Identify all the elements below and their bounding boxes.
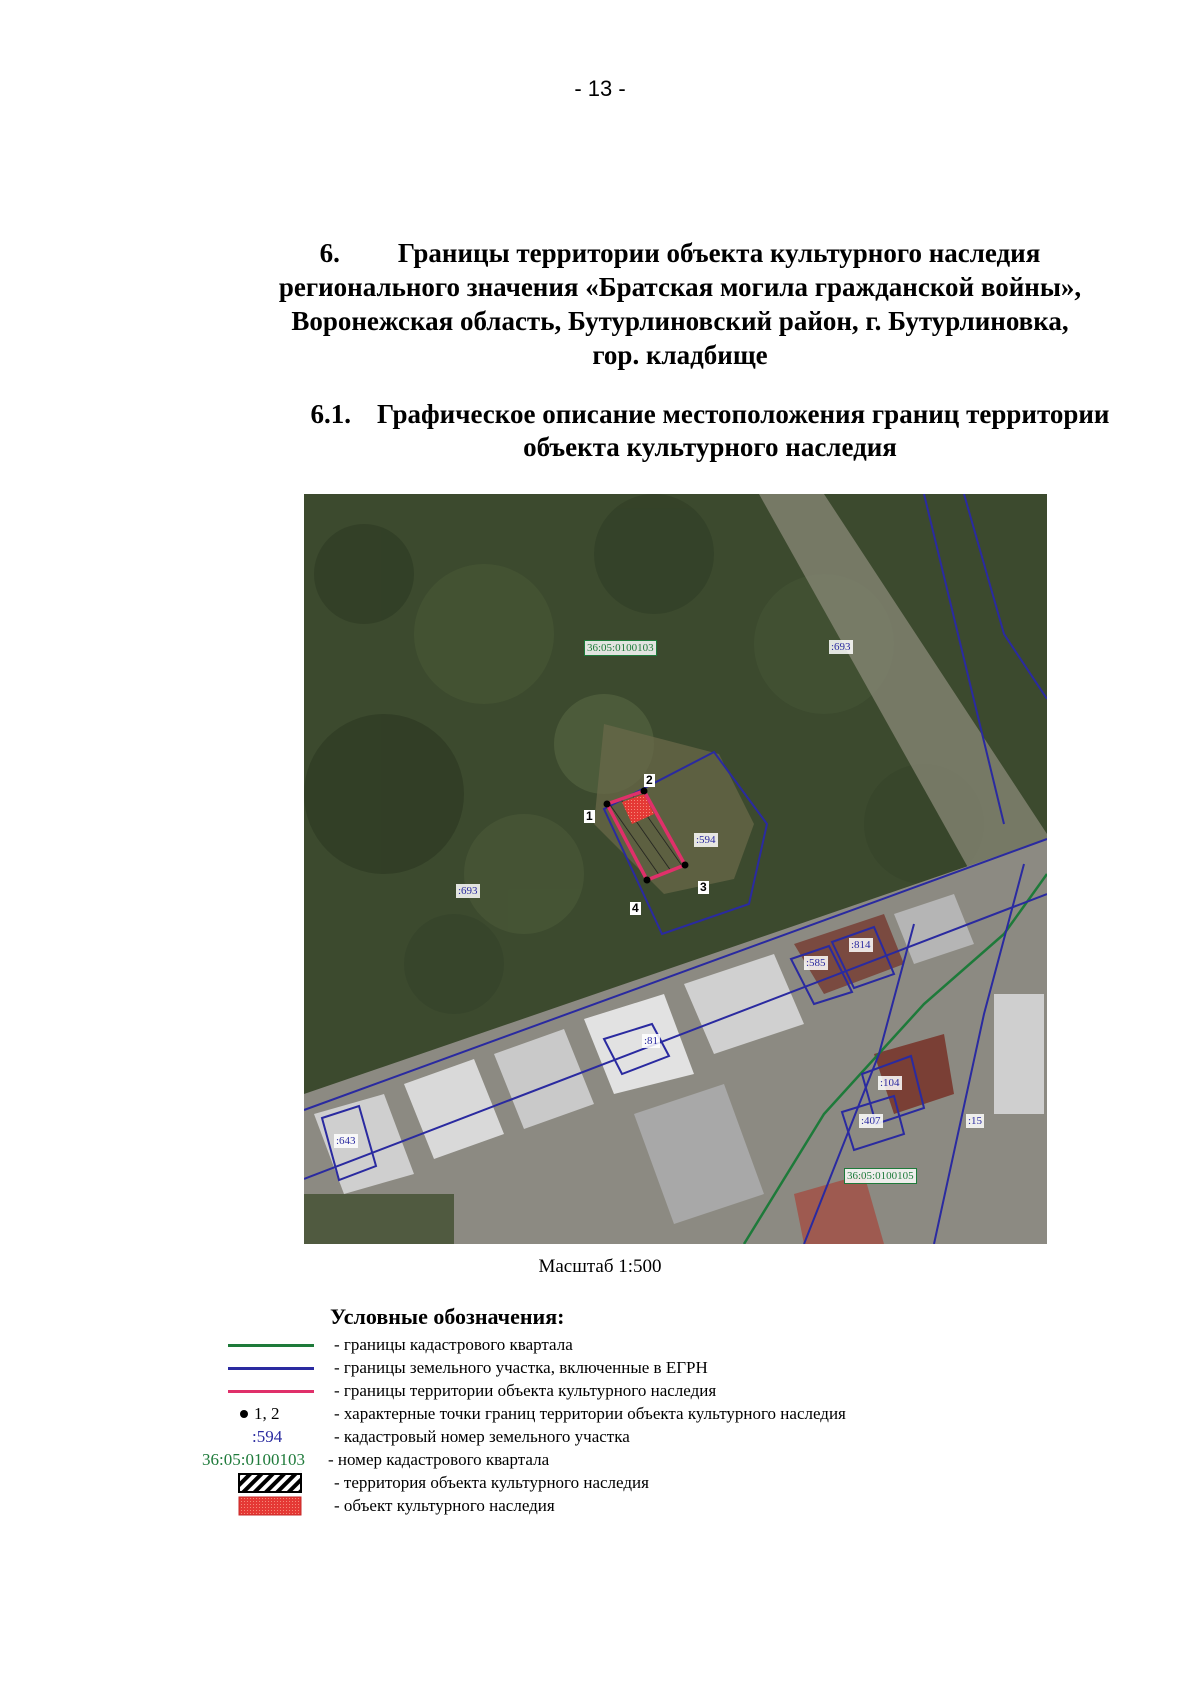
parcel-label: :693 (458, 885, 478, 897)
parcel-label: :104 (880, 1077, 900, 1089)
boundary-point-2 (641, 788, 648, 795)
legend-row (200, 1403, 1100, 1425)
boundary-point-4 (644, 877, 651, 884)
legend-text: - номер кадастрового квартала (328, 1450, 550, 1469)
subtitle-line-2: объекта культурного наследия (523, 432, 897, 462)
subtitle-line-1: Графическое описание местоположения границ территории (377, 399, 1110, 429)
point-label: 1 (586, 809, 593, 823)
parcel-label: :693 (831, 641, 851, 653)
point-label: 3 (700, 880, 707, 894)
legend-text: - границы кадастрового квартала (334, 1335, 573, 1354)
cadastral-map (304, 494, 1047, 1244)
subsection-number: 6.1. (310, 399, 351, 429)
map-graphics (304, 494, 1047, 1244)
legend-row (200, 1472, 1100, 1494)
parcel-label: :15 (968, 1115, 983, 1127)
legend-text: - характерные точки границ территории объекта культурного наследия (334, 1404, 846, 1423)
legend-text: - границы земельного участка, включенные в ЕГРН (334, 1358, 708, 1377)
legend-row (200, 1357, 1100, 1379)
point-label: 2 (646, 773, 653, 787)
hatch-symbol (238, 1472, 302, 1494)
legend-text: - границы территории объекта культурного наследия (334, 1381, 717, 1400)
quarter-label: 36:05:0100103 (584, 640, 657, 656)
quarter-line-symbol (228, 1344, 314, 1347)
boundary-point-3 (682, 862, 689, 869)
quarter-number-symbol: 36:05:0100103 (202, 1450, 305, 1469)
parcel-line-symbol (228, 1367, 314, 1370)
point-symbol-label: 1, 2 (254, 1404, 280, 1423)
parcel-number-symbol: :594 (252, 1427, 283, 1446)
subtitle-line (270, 398, 1150, 431)
parcel-label: :585 (806, 957, 826, 969)
map-scale: Масштаб 1:500 (538, 1256, 662, 1277)
legend-text: - кадастровый номер земельного участка (334, 1427, 630, 1446)
parcel-label: :594 (696, 834, 716, 846)
title-line-1: Границы территории объекта культурного наследия (397, 238, 1041, 268)
point-label: 4 (632, 901, 639, 915)
legend-title: Условные обозначения: (330, 1304, 565, 1329)
page-number: - 13 - (574, 76, 626, 101)
legend-text: - территория объекта культурного наследия (334, 1473, 649, 1492)
boundary-point-1 (604, 801, 611, 808)
parcel-label: :643 (336, 1135, 356, 1147)
point-symbol (240, 1410, 248, 1418)
title-line-2: регионального значения «Братская могила гражданской войны», (278, 272, 1082, 302)
legend-row (200, 1426, 1100, 1448)
title-line-3: Воронежская область, Бутурлиновский район, г. Бутурлиновка, (291, 306, 1069, 336)
legend-row (200, 1495, 1100, 1517)
heritage-line-symbol (228, 1390, 314, 1393)
section-title (200, 236, 1160, 372)
parcel-label: :81 (644, 1035, 659, 1047)
title-line (200, 236, 1160, 270)
legend-row (200, 1449, 1100, 1471)
section-number: 6. (319, 238, 340, 268)
title-line-4: гор. кладбище (592, 340, 768, 370)
quarter-label: 36:05:0100105 (844, 1168, 917, 1184)
legend-row (200, 1380, 1100, 1402)
parcel-label: :814 (851, 939, 871, 951)
object-symbol (238, 1495, 302, 1517)
legend-row (200, 1334, 1100, 1356)
subsection-title (270, 398, 1150, 464)
parcel-label: :407 (861, 1115, 881, 1127)
legend-text: - объект культурного наследия (334, 1496, 555, 1515)
